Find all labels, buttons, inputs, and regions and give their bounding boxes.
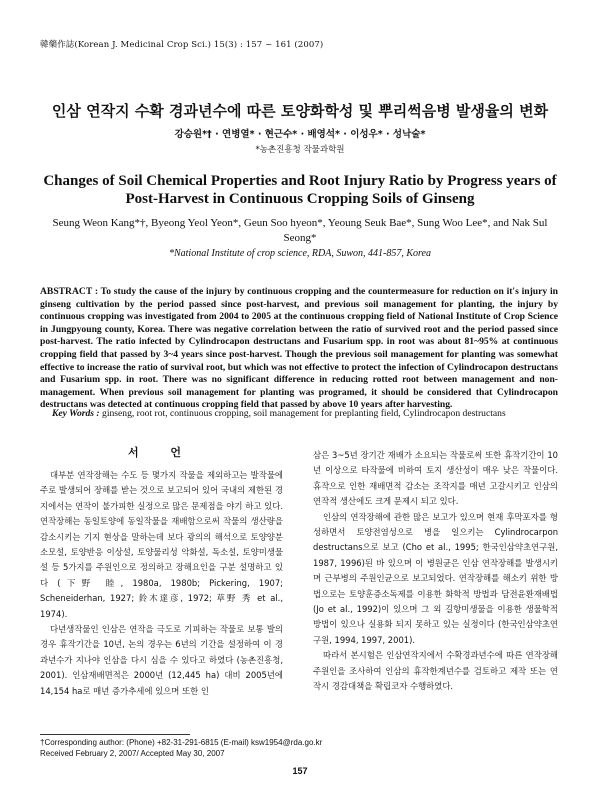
- abstract-label: ABSTRACT :: [40, 286, 99, 297]
- korean-authors: 강승원*† · 연병열* · 현근수* · 배영석* · 이성우* · 성낙술*: [174, 129, 426, 140]
- keywords: [52, 408, 558, 420]
- footnote: [40, 737, 322, 759]
- paragraph: 삼은 3~5년 장기간 재배가 소요되는 작물로써 또한 휴작기간이 10년 이상으로 타작물에 비하여 토지 생산성이 매우 낮은 작물이다. 휴작으로 인한 재배면적 감소는 조작지를 매년 고갈시키고 인삼의 연작적 생산에도 크게 문제시 되고 있다.: [313, 450, 558, 507]
- journal-header: 韓藥作誌(Korean J. Medicinal Crop Sci.) 15(3) : 157 ~ 161 (2007): [40, 40, 324, 50]
- korean-affiliation: *농촌진흥청 작물과학원: [255, 145, 345, 155]
- paragraph: 따라서 본시험은 인삼연작지에서 수확경과년수에 따른 연작장해 주원인을 조사하여 인삼의 휴작한계년수를 검토하고 제작 또는 연작시 경감대책을 확립코자 수행하였다.: [313, 650, 558, 692]
- english-affiliation: *National Institute of crop science, RDA, Suwon, 441-857, Korea: [168, 248, 431, 259]
- paragraph: 다년생작물인 인삼은 연작을 극도로 기피하는 작물로 보통 발의 경우 휴작기간을 10년, 논의 경우는 6년의 기간을 설정하여 이 경과년수가 지나야 인삼을 다시 심을 수 있다고 하였다 (농촌진흥청, 2001). 인삼재배면적은 2000년 (12,445 ha) 대비 2005년에 14,154 ha로 매년 증가추세에 있으며 또한 인: [40, 624, 283, 696]
- received-accepted-note: Received February 2, 2007/ Accepted May 30, 2007: [40, 749, 225, 758]
- keywords-text: ginseng, root rot, continuous cropping, soil management for preplanting field, Cylindrocapon destructans: [102, 408, 506, 419]
- right-column: [313, 448, 558, 695]
- abstract: [40, 286, 558, 412]
- corresponding-author-note: †Corresponding author: (Phone) +82-31-291-6815 (E-mail) ksw1954@rda.go.kr: [40, 738, 323, 747]
- paragraph: 인삼의 연작장해에 관한 많은 보고가 있으며 현재 후막포자를 형성하면서 토양전염성으로 병을 일으키는 Cylindrocarpon destructans으로 보고 (Cho et al., 1995; 한국인삼약초연구원, 1987, 1996)된 바 있으며 이 병원균은 인삼 연작장해를 발생시키며 근부병의 주원인균으로 보고되었다. 연작장해를 해소키 위한 방법으로는 토양훈증소독제를 이용한 화학적 방법과 담전윤환재배법 (Jo et al., 1992)이 있으며 그 외 길항미생물을 이용한 생물학적 방법이 있으나 실용화 되지 못하고 있는 실정이다 (한국인삼약초연구원, 1994, 1997, 2001).: [313, 511, 558, 645]
- abstract-text: To study the cause of the injury by continuous cropping and the countermeasure for reduction on it's injury in ginseng cultivation by the period passed since post-harvest, and previous soil management for planting, the injury by continuous cropping was investigated from 2004 to 2005 at the continuous cropping field of National Institute of Crop Science in Jungpyoung county, Korea. There was negative correlation between the ratio of survived root and the period passed since post-harvest. The ratio infected by Cylindrocapon destructans and Fusarium spp. in root was about 81~95% at continuous cropping field that passed by 3~4 years since post-harvest. Though the previous soil management for planting was somewhat effective to increase the ratio of survival root, but which was not effective to protect the infection of Cylindrocapon destructans and Fusarium spp. in root. There was no significant difference in reducing rotted root between management and non-management. When previous soil management for planting was programed, it should be considered that Cylindrocapon destructans was detected at continuous cropping field that passed by above 10 years after harvesting.: [40, 286, 558, 411]
- section-title-introduction: 서 언: [127, 446, 196, 459]
- left-column: [40, 468, 283, 699]
- footnote-divider: [40, 734, 190, 735]
- english-title: Changes of Soil Chemical Properties and Root Injury Ratio by Progress years of Post-Harvest in Continuous Cropping Soils of Ginseng: [43, 173, 557, 207]
- korean-title: 인삼 연작지 수확 경과년수에 따른 토양화학성 및 뿌리썩음병 발생율의 변화: [51, 102, 549, 120]
- keywords-label: Key Words :: [52, 408, 100, 419]
- english-authors: Seung Weon Kang*†, Byeong Yeol Yeon*, Geun Soo hyeon*, Yeoung Seuk Bae*, Sung Woo Lee*, and Nak Sul Seong*: [52, 217, 548, 244]
- page-number: 157: [292, 766, 308, 776]
- paragraph: 대부분 연작장해는 수도 등 몇가지 작물을 제외하고는 발작물에 주로 발생되어 장해를 받는 것으로 보고되어 있어 국내의 제한된 경지에서는 연작이 불가피한 실정으로 많은 문제점을 야기 하고 있다. 연작장해는 동일토양에 동일작물을 재배함으로써 작물의 생산량을 감소시키는 기지 현상을 말하는데 보다 광의의 해석으로 토양양분 소모설, 토양반응 이상설, 토양물리성 악화설, 독소설, 토양미생물설 등 5가지를 주원인으로 정의하고 장해요인을 구분 설명하고 있다 (下野 睦, 1980a, 1980b; Pickering, 1907; Scheneiderhan, 1927; 鈴木達彦, 1972; 草野 秀 et al., 1974).: [40, 470, 283, 619]
